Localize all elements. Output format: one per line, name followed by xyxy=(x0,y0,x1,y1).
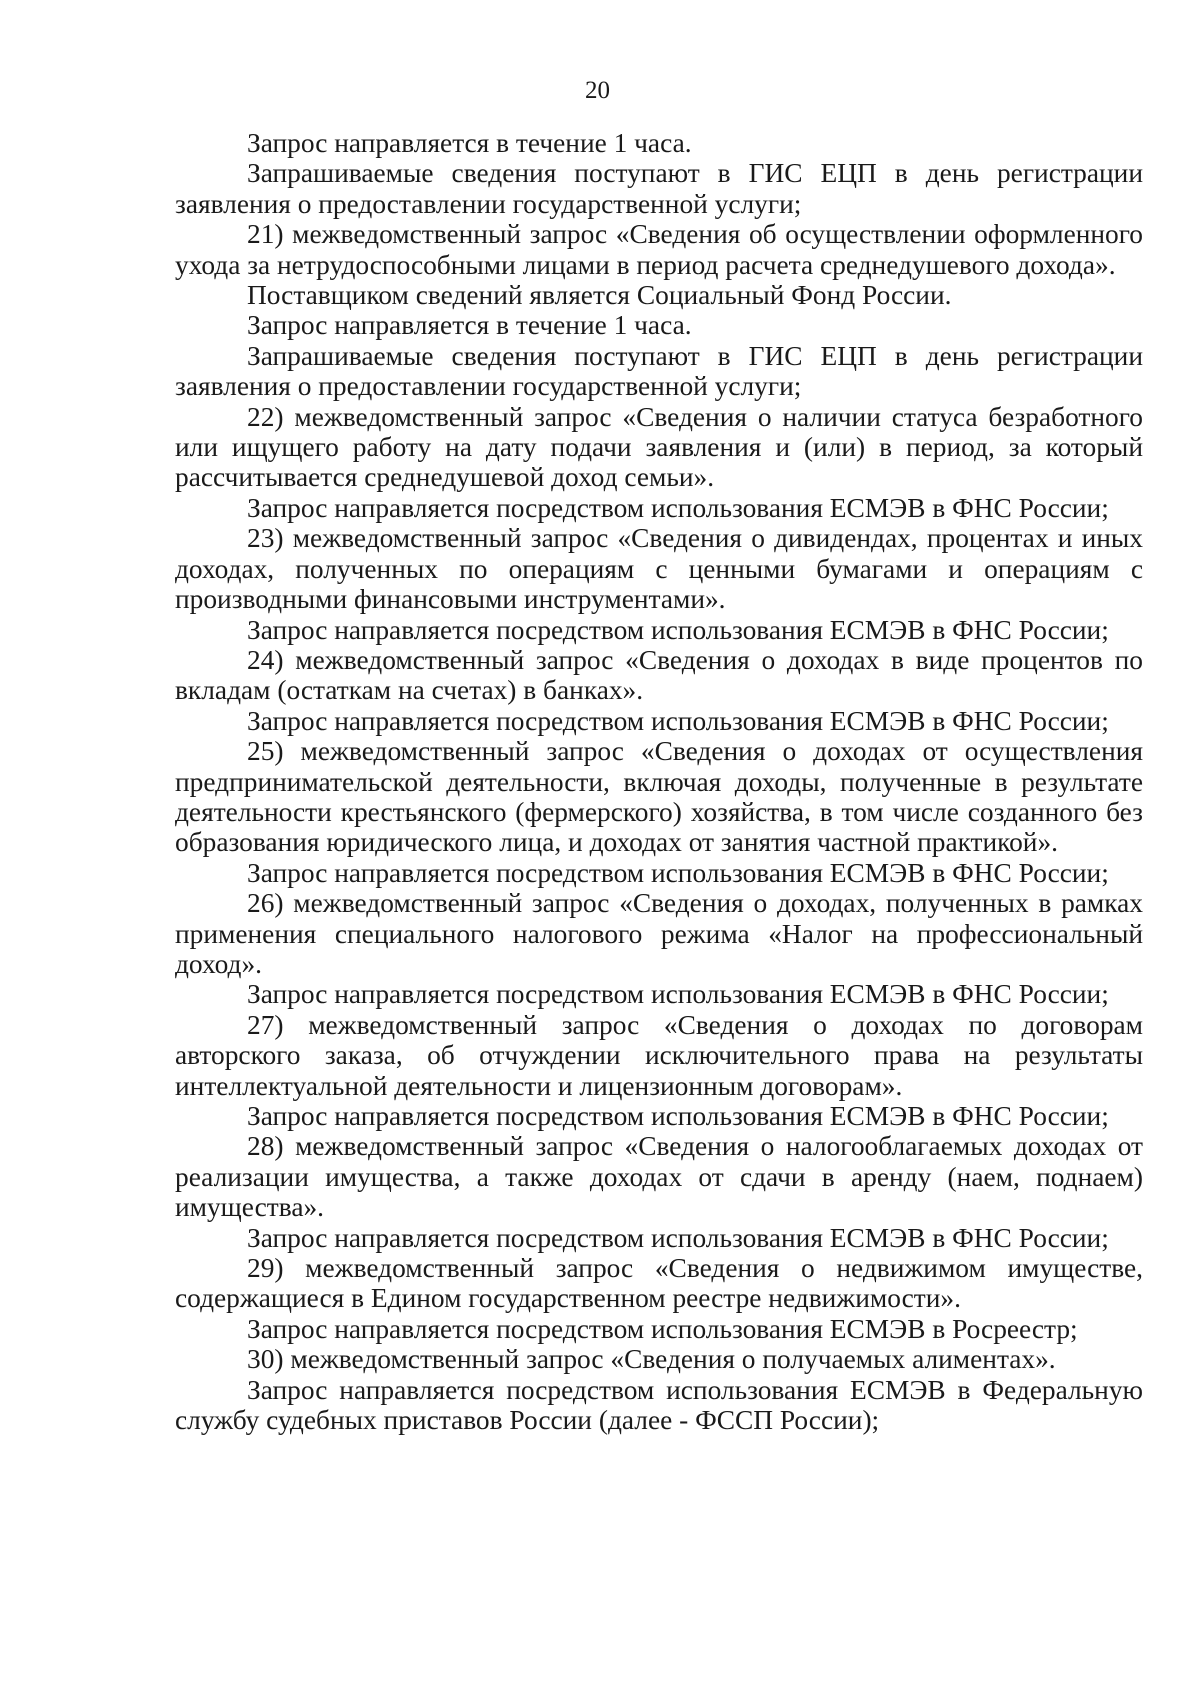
paragraph: 22) межведомственный запрос «Сведения о наличии статуса безработного или ищущего работу на дату подачи заявления и (или) в период, за который рассчитывается среднедушевой доход семьи». xyxy=(175,401,1143,493)
paragraph: 28) межведомственный запрос «Сведения о налогооблагаемых доходах от реализации имущества, а также доходах от сдачи в аренду (наем, поднаем) имущества». xyxy=(175,1131,1143,1223)
paragraph: Запрос направляется посредством использования ЕСМЭВ в Росреестр; xyxy=(247,1313,1078,1344)
paragraph: 26) межведомственный запрос «Сведения о доходах, полученных в рамках применения специального налогового режима «Налог на профессиональный доход». xyxy=(175,888,1143,979)
paragraph: 27) межведомственный запрос «Сведения о доходах по договорам авторского заказа, об отчуждении исключительного права на результаты интеллектуальной деятельности и лицензионным договорам». xyxy=(175,1009,1143,1101)
paragraph: 23) межведомственный запрос «Сведения о дивидендах, процентах и иных доходах, полученных по операциям с ценными бумагами и операциям с производными финансовыми инструментами». xyxy=(175,523,1143,615)
paragraph: Запрос направляется посредством использования ЕСМЭВ в ФНС России; xyxy=(247,492,1109,523)
paragraph: Запрос направляется посредством использования ЕСМЭВ в ФНС России; xyxy=(247,705,1109,736)
paragraph: 24) межведомственный запрос «Сведения о доходах в виде процентов по вкладам (остаткам на счетах) в банках». xyxy=(175,644,1143,706)
paragraph: 30) межведомственный запрос «Сведения о получаемых алиментах». xyxy=(247,1344,1056,1375)
paragraph: Поставщиком сведений является Социальный Фонд России. xyxy=(247,280,952,311)
paragraph: Запрос направляется в течение 1 часа. xyxy=(247,128,692,158)
paragraph: 25) межведомственный запрос «Сведения о доходах от осуществления предпринимательской деятельности, включая доходы, полученные в результате деятельности крестьянского (фермерского) хозяйства, в том числе созданного без образования юридического лица, и доходах от занятия частной практикой». xyxy=(175,736,1143,858)
page-number: 20 xyxy=(585,77,610,104)
paragraph: 29) межведомственный запрос «Сведения о недвижимом имуществе, содержащиеся в Едином государственном реестре недвижимости». xyxy=(175,1253,1143,1314)
paragraph: Запрашиваемые сведения поступают в ГИС ЕЦП в день регистрации заявления о предоставлении государственной услуги; xyxy=(175,340,1143,402)
document-body xyxy=(175,128,1143,1435)
paragraph: Запрос направляется посредством использования ЕСМЭВ в ФНС России; xyxy=(247,1222,1109,1253)
paragraph: Запрашиваемые сведения поступают в ГИС ЕЦП в день регистрации заявления о предоставлении государственной услуги; xyxy=(175,158,1143,219)
paragraph: Запрос направляется посредством использования ЕСМЭВ в ФНС России; xyxy=(247,979,1109,1010)
paragraph: Запрос направляется посредством использования ЕСМЭВ в ФНС России; xyxy=(247,614,1109,645)
paragraph: Запрос направляется посредством использования ЕСМЭВ в ФНС России; xyxy=(247,857,1109,888)
paragraph: 21) межведомственный запрос «Сведения об осуществлении оформленного ухода за нетрудоспособными лицами в период расчета среднедушевого дохода». xyxy=(175,219,1143,280)
paragraph: Запрос направляется в течение 1 часа. xyxy=(247,310,692,341)
paragraph: Запрос направляется посредством использования ЕСМЭВ в ФНС России; xyxy=(247,1101,1109,1131)
paragraph: Запрос направляется посредством использования ЕСМЭВ в Федеральную службу судебных приставов России (далее - ФССП России); xyxy=(175,1374,1143,1436)
